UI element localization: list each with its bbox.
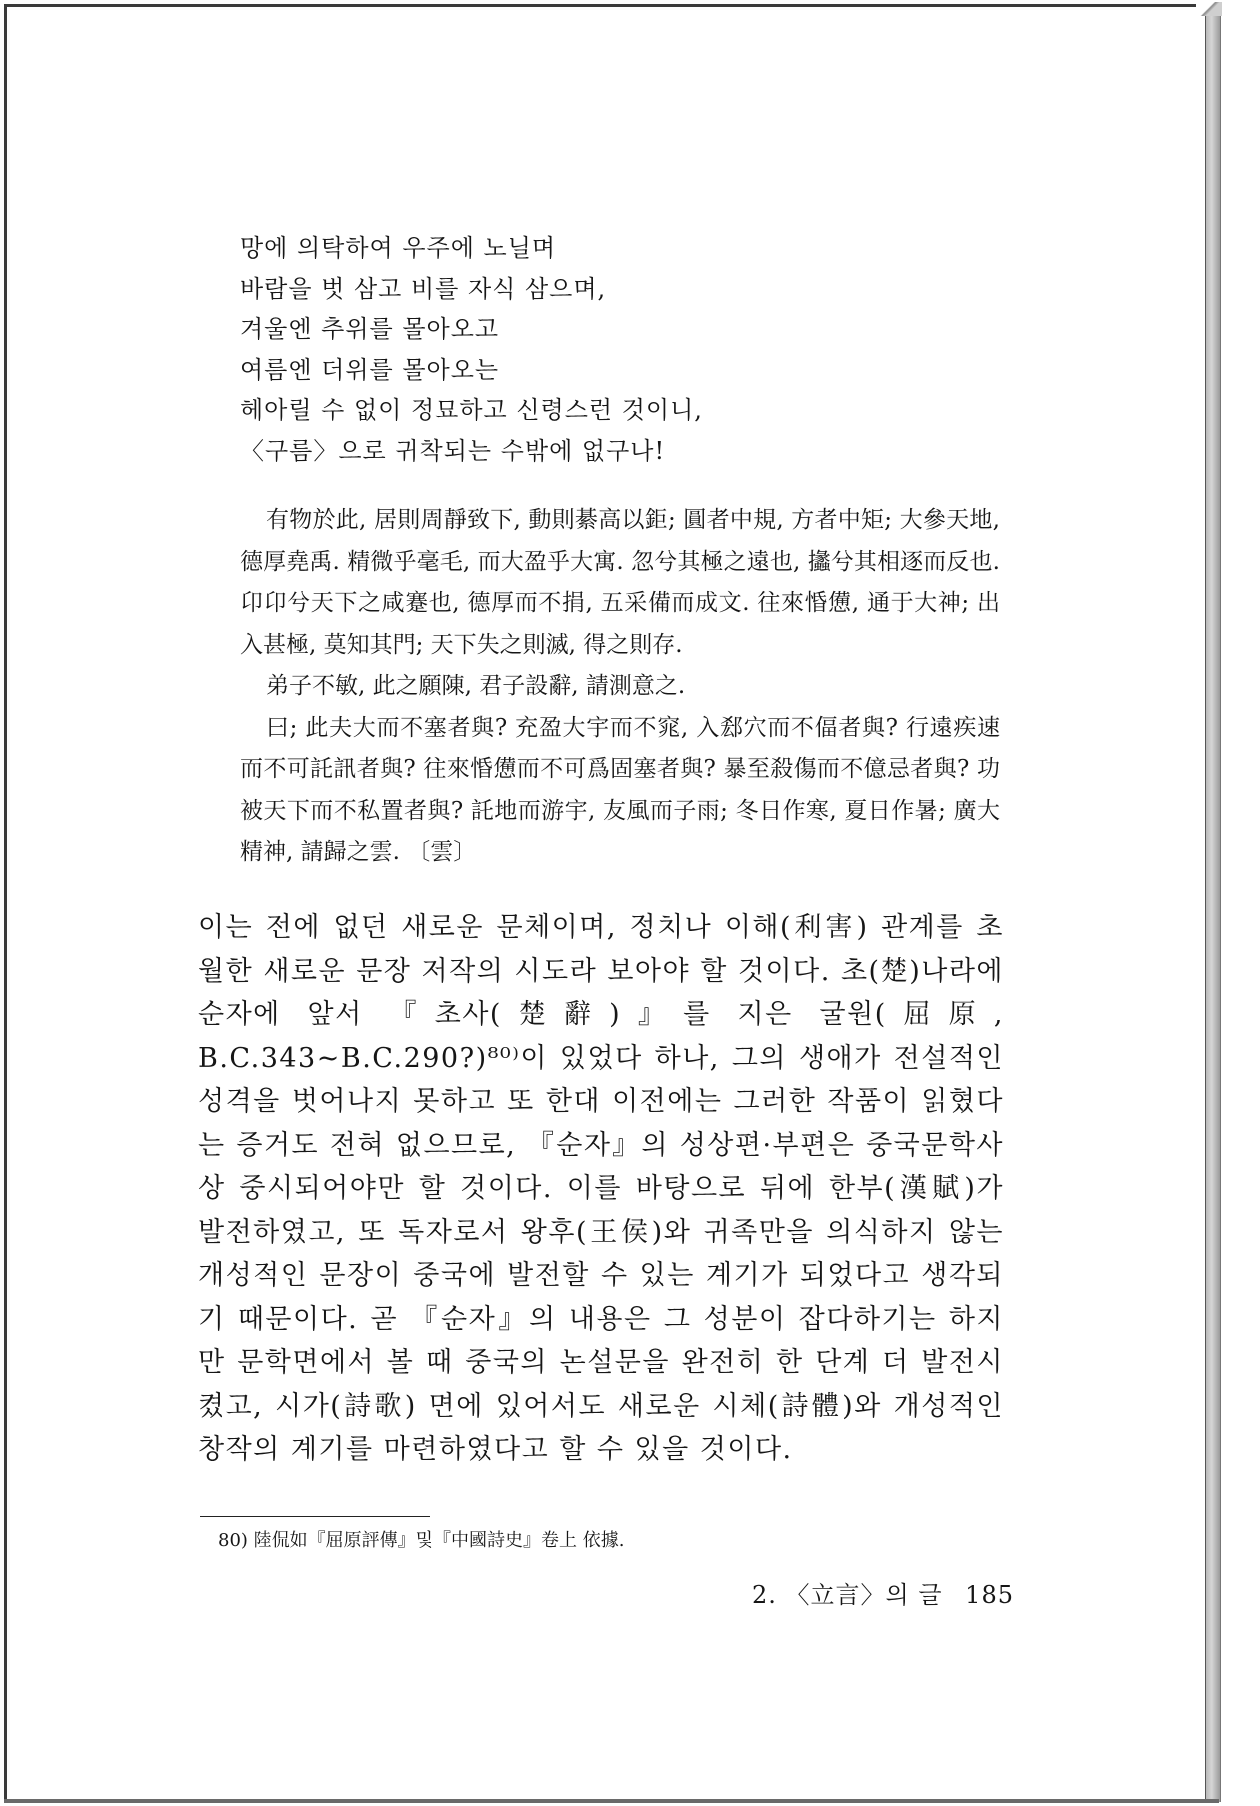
poem-line: 겨울엔 추위를 몰아오고 bbox=[240, 315, 500, 343]
classical-paragraph: 弟子不敏, 此之願陳, 君子設辭, 請測意之. bbox=[266, 673, 686, 699]
classical-paragraph: 有物於此, 居則周靜致下, 動則綦高以鉅; 圓者中規, 方者中矩; 大參天地, 德厚堯禹. 精微乎毫毛, 而大盈乎大寓. 忽兮其極之遠也, 攭兮其相逐而反也. 卬卬兮天下之咸蹇也, 德厚而不捐, 五采備而成文. 往來惛憊, 通于大神; 出入甚極, 莫知其門; 天下失之則滅, 得之則存. bbox=[240, 507, 1000, 658]
running-footer bbox=[752, 1578, 1014, 1612]
page-bottom-edge bbox=[4, 1799, 1219, 1803]
poem-line: 여름엔 더위를 몰아오는 bbox=[240, 355, 500, 384]
footnote-divider bbox=[200, 1516, 430, 1517]
page-corner-curl bbox=[1196, 2, 1222, 16]
main-body-text bbox=[198, 906, 1004, 1472]
classical-chinese-quotation bbox=[240, 500, 1000, 874]
running-title: 2. 〈立言〉의 글 bbox=[752, 1581, 943, 1609]
poem-line: 망에 의탁하여 우주에 노닐며 bbox=[240, 234, 557, 262]
page-number: 185 bbox=[965, 1581, 1014, 1609]
poem-line: 〈구름〉으로 귀착되는 수밖에 없구나! bbox=[240, 436, 666, 465]
poem-translation bbox=[240, 228, 703, 471]
body-paragraph: 이는 전에 없던 새로운 문체이며, 정치나 이해(利害) 관계를 초월한 새로운 문장 저작의 시도라 보아야 할 것이다. 초(楚)나라에 순자에 앞서 『초사(楚辭)』를 지은 굴원(屈原, B.C.343~B.C.290?)⁸⁰⁾이 있었다 하나, 그의 생애가 전설적인 성격을 벗어나지 못하고 또 한대 이전에는 그러한 작품이 읽혔다는 증거도 전혀 없으므로, 『순자』의 성상편·부편은 중국문학사상 중시되어야만 할 것이다. 이를 바탕으로 뒤에 한부(漢賦)가 발전하였고, 또 독자로서 왕후(王侯)와 귀족만을 의식하지 않는 개성적인 문장이 중국에 발전할 수 있는 계기가 되었다고 생각되기 때문이다. 곧 『순자』의 내용은 그 성분이 잡다하기는 하지만 문학면에서 볼 때 중국의 논설문을 완전히 한 단계 더 발전시켰고, 시가(詩歌) 면에 있어서도 새로운 시체(詩體)와 개성적인 창작의 계기를 마련하였다고 할 수 있을 것이다. bbox=[198, 912, 1004, 1465]
poem-line: 바람을 벗 삼고 비를 자식 삼으며, bbox=[240, 274, 607, 303]
classical-paragraph: 曰; 此夫大而不塞者與? 充盈大宇而不窕, 入郄穴而不偪者與? 行遠疾速而不可託訊者與? 往來惛憊而不可爲固塞者與? 暴至殺傷而不億忌者與? 功被天下而不私置者與? 託地而游宇, 友風而子雨; 冬日作寒, 夏日作暑; 廣大精神, 請歸之雲. 〔雲〕 bbox=[240, 714, 1000, 865]
page-edge-shadow bbox=[1205, 8, 1221, 1802]
poem-line: 헤아릴 수 없이 정묘하고 신령스런 것이니, bbox=[240, 396, 703, 424]
footnote: 80) 陸侃如『屈原評傳』및『中國詩史』卷上 依據. bbox=[218, 1530, 625, 1551]
